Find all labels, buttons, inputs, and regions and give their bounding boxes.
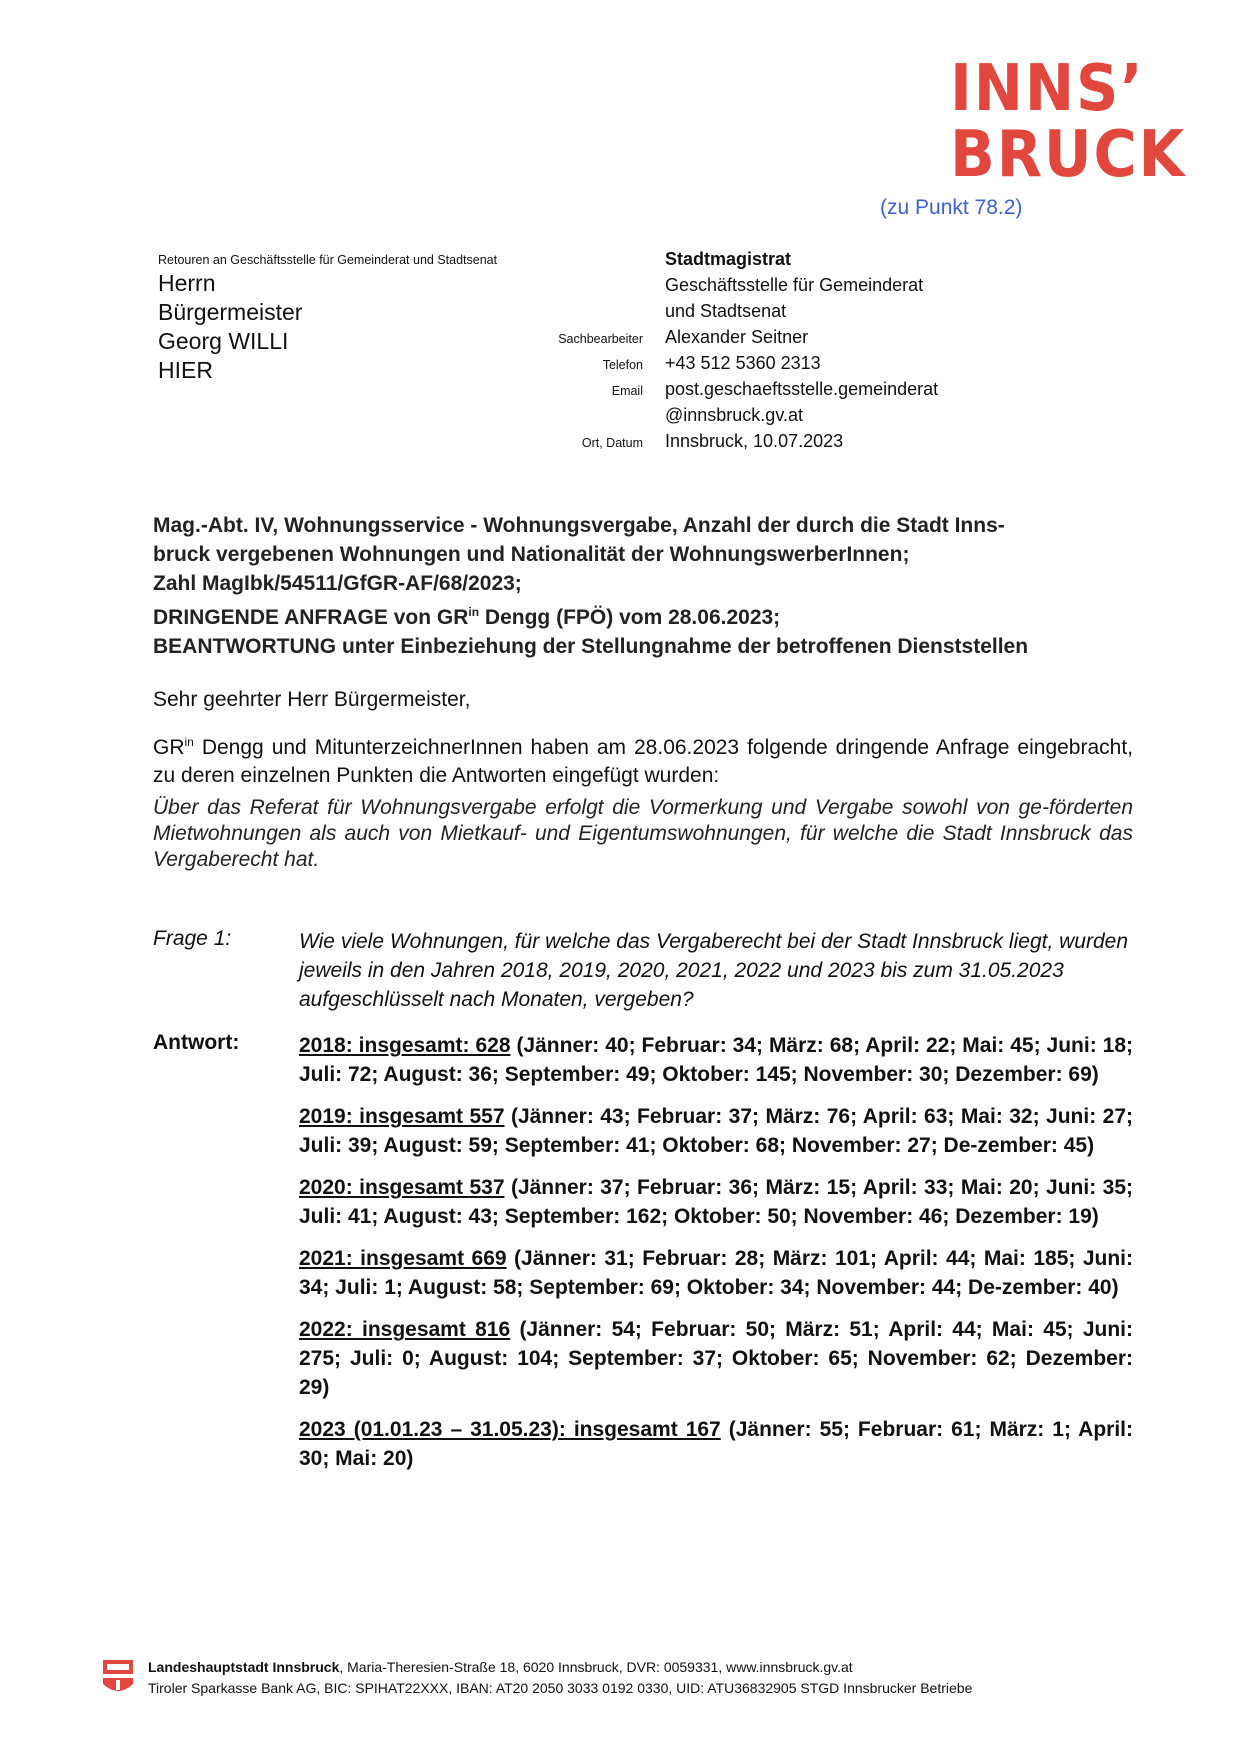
answer-1 xyxy=(153,1031,1133,1486)
answer-list xyxy=(299,1031,1133,1486)
city-crest-icon xyxy=(103,1660,133,1696)
question-1 xyxy=(153,927,1133,1014)
subject-line: Zahl MagIbk/54511/GfGR-AF/68/2023; xyxy=(153,572,522,595)
year-detail: (Jänner: 55; Februar: 61; März: 1; April: 30; Mai: 20) xyxy=(299,1418,1133,1470)
sender-dept: Geschäftsstelle für Gemeinderat xyxy=(665,275,924,295)
answer-year xyxy=(299,1315,1133,1402)
clerk-name: Alexander Seitner xyxy=(665,327,809,347)
year-detail: (Jänner: 37; Februar: 36; März: 15; April: 33; Mai: 20; Juni: 35; Juli: 41; August: 43; September: 162; Oktober: 50; November: 46; Dezember: 19) xyxy=(299,1176,1134,1228)
answer-year xyxy=(299,1415,1133,1473)
recipient-line: HIER xyxy=(158,357,213,383)
recipient-line: Bürgermeister xyxy=(158,299,303,325)
year-total: 2021: insgesamt 669 xyxy=(299,1247,507,1270)
sender-dept: und Stadtsenat xyxy=(665,301,787,321)
footer-line-1 xyxy=(148,1657,972,1678)
year-detail: (Jänner: 54; Februar: 50; März: 51; April: 44; Mai: 45; Juni: 275; Juli: 0; August: 104; September: 37; Oktober: 65; November: 62; Dezember: 29) xyxy=(299,1318,1133,1399)
intro-text: GR xyxy=(153,736,185,759)
answer-year xyxy=(299,1102,1133,1160)
recipient-line: Georg WILLI xyxy=(158,328,289,354)
subject-line: bruck vergebenen Wohnungen und Nationalität der WohnungswerberInnen; xyxy=(153,543,910,566)
subject-line: BEANTWORTUNG unter Einbeziehung der Stellungnahme der betroffenen Dienststellen xyxy=(153,635,1029,658)
sender-org: Stadtmagistrat xyxy=(665,249,792,269)
question-text: Wie viele Wohnungen, für welche das Vergaberecht bei der Stadt Innsbruck liegt, wurden jeweils in den Jahren 2018, 2019, 2020, 2021, 2022 und 2023 bis zum 31.05.2023 aufgeschlüsselt nach Monaten, vergeben? xyxy=(299,930,1128,1011)
intro-sup: in xyxy=(184,735,194,749)
logo-line-1: INNS’ xyxy=(950,52,1145,126)
year-total: 2020: insgesamt 537 xyxy=(299,1176,505,1199)
agenda-reference: (zu Punkt 78.2) xyxy=(880,196,1023,219)
year-total: 2022: insgesamt 816 xyxy=(299,1318,511,1341)
recipient-line: Herrn xyxy=(158,270,216,296)
answer-year xyxy=(299,1244,1133,1302)
email-line-1: post.geschaeftsstelle.gemeinderat xyxy=(665,379,939,399)
footer-lines xyxy=(148,1657,972,1699)
subject-line xyxy=(153,598,1133,632)
return-address-note: Retouren an Geschäftsstelle für Gemeinderat und Stadtsenat xyxy=(158,253,498,267)
salutation: Sehr geehrter Herr Bürgermeister, xyxy=(153,688,471,711)
subject-line: Mag.-Abt. IV, Wohnungsservice - Wohnungsvergabe, Anzahl der durch die Stadt Inns- xyxy=(153,514,1005,537)
year-total: 2018: insgesamt: 628 xyxy=(299,1034,511,1057)
preamble-paragraph: Über das Referat für Wohnungsvergabe erfolgt die Vormerkung und Vergabe sowohl von ge-förderten Mietwohnungen als auch von Mietkauf- und Eigentumswohnungen, für welche die Stadt Innsbruck das Vergaberecht hat. xyxy=(153,796,1133,871)
phone-number: +43 512 5360 2313 xyxy=(665,353,821,373)
year-detail: (Jänner: 40; Februar: 34; März: 68; April: 22; Mai: 45; Juni: 18; Juli: 72; August: 36; September: 49; Oktober: 145; November: 30; Dezember: 69) xyxy=(299,1034,1133,1086)
phone-label: Telefon xyxy=(602,358,643,372)
year-total: 2023 (01.01.23 – 31.05.23): insgesamt 167 xyxy=(299,1418,721,1441)
year-total: 2019: insgesamt 557 xyxy=(299,1105,505,1128)
intro-text: Dengg und MitunterzeichnerInnen haben am 28.06.2023 folgende dringende Anfrage eingebracht, zu deren einzelnen Punkten die Antworten eingefügt wurden: xyxy=(153,736,1133,787)
email-label: Email xyxy=(611,384,643,398)
intro-paragraph xyxy=(153,728,1133,790)
sender-block xyxy=(540,249,1100,457)
footer-org: Landeshauptstadt Innsbruck xyxy=(148,1659,340,1675)
footer-line-2: Tiroler Sparkasse Bank AG, BIC: SPIHAT22XXX, IBAN: AT20 2050 3033 0192 0330, UID: ATU36832905 STGD Innsbrucker Betriebe xyxy=(148,1680,973,1696)
subject-text: DRINGENDE ANFRAGE von GR xyxy=(153,606,469,629)
subject-sup: in xyxy=(468,605,480,619)
question-label: Frage 1: xyxy=(153,927,232,950)
recipient-block xyxy=(158,269,302,385)
letter-date: Innsbruck, 10.07.2023 xyxy=(665,431,844,451)
answer-label: Antwort: xyxy=(153,1031,240,1054)
date-label: Ort, Datum xyxy=(581,436,643,450)
logo-line-2: BRUCK xyxy=(950,118,1187,192)
year-detail: (Jänner: 43; Februar: 37; März: 76; April: 63; Mai: 32; Juni: 27; Juli: 39; August: 59; September: 41; Oktober: 68; November: 27; De-zember: 45) xyxy=(299,1105,1134,1157)
email-line-2: @innsbruck.gv.at xyxy=(665,405,803,425)
subject-block xyxy=(153,511,1133,661)
answer-year xyxy=(299,1173,1133,1231)
footer-address: , Maria-Theresien-Straße 18, 6020 Innsbruck, DVR: 0059331, www.innsbruck.gv.at xyxy=(339,1659,853,1675)
innsbruck-logo xyxy=(950,52,1187,192)
answer-year xyxy=(299,1031,1133,1089)
clerk-label: Sachbearbeiter xyxy=(558,332,643,346)
year-detail: (Jänner: 31; Februar: 28; März: 101; April: 44; Mai: 185; Juni: 34; Juli: 1; August: 58; September: 69; Oktober: 34; November: 44; De-zember: 40) xyxy=(299,1247,1133,1299)
subject-text: Dengg (FPÖ) vom 28.06.2023; xyxy=(479,606,781,629)
